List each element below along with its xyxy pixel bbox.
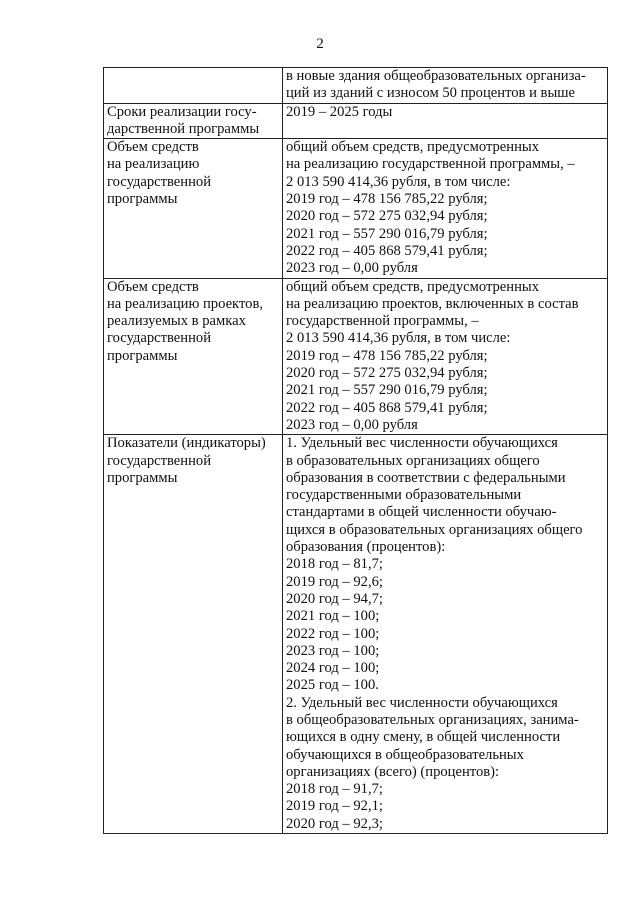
value-line: 2021 год – 557 290 016,79 рубля; [286,225,488,242]
value-line: ций из зданий с износом 50 процентов и выше [286,85,575,102]
table-row [104,139,608,278]
page-number: 2 [316,36,324,52]
row-value-cell [283,139,608,278]
row-label-cell [104,435,283,834]
row-label-cell [104,139,283,278]
label-line: Сроки реализации госу- [107,103,257,120]
label-line: Объем средств [107,278,199,295]
label-line: Объем средств [107,139,199,156]
table-row [104,435,608,834]
value-line: на реализацию проектов, включенных в состав [286,295,579,312]
row-value-cell [283,435,608,834]
value-line: организациях (всего) (процентов): [286,763,500,780]
value-line: 1. Удельный вес численности обучающихся [286,435,558,452]
value-line: 2018 год – 81,7; [286,556,383,573]
row-label-cell [104,68,283,104]
label-line: на реализацию проектов, [107,295,263,312]
value-line: государственными образовательными [286,487,522,504]
label-line: программы [107,347,178,364]
label-line: Показатели (индикаторы) [107,435,266,452]
value-line: 2019 год – 478 156 785,22 рубля; [286,347,488,364]
table-row [104,278,608,435]
value-line: государственной программы, – [286,313,479,330]
value-line: 2022 год – 405 868 579,41 рубля; [286,399,488,416]
row-label-cell [104,103,283,139]
label-line: государственной [107,173,212,190]
passport-table-body [104,68,608,834]
label-line: программы [107,469,178,486]
value-line: 2019 – 2025 годы [286,103,393,120]
value-line: 2020 год – 94,7; [286,590,383,607]
value-line: общий объем средств, предусмотренных [286,139,540,156]
value-line: обучающихся в общеобразовательных [286,746,524,763]
value-line: 2019 год – 92,1; [286,798,383,815]
value-line: 2025 год – 100. [286,677,379,694]
value-line: общий объем средств, предусмотренных [286,278,540,295]
value-line: на реализацию государственной программы, – [286,156,575,173]
value-line: 2021 год – 557 290 016,79 рубля; [286,382,488,399]
value-line: 2 013 590 414,36 рубля, в том числе: [286,173,511,190]
value-line: 2023 год – 100; [286,642,380,659]
value-line: стандартами в общей численности обучаю- [286,504,557,521]
value-line: образования в соответствии с федеральными [286,469,566,486]
value-line: 2020 год – 572 275 032,94 рубля; [286,365,488,382]
value-line: 2023 год – 0,00 рубля [286,416,418,433]
row-label-cell [104,278,283,435]
label-line: государственной [107,330,212,347]
value-line: 2021 год – 100; [286,608,380,625]
label-line: на реализацию [107,156,200,173]
value-line: в общеобразовательных организациях, занима- [286,711,579,728]
value-line: щихся в образовательных организациях общего [286,521,583,538]
value-line: 2 013 590 414,36 рубля, в том числе: [286,330,511,347]
label-line: программы [107,191,178,208]
value-line: образования (процентов): [286,539,446,556]
label-line: реализуемых в рамках [107,313,246,330]
value-line: 2018 год – 91,7; [286,781,383,798]
value-line: в новые здания общеобразовательных организа- [286,68,586,84]
value-line: 2024 год – 100; [286,660,380,677]
value-line: 2023 год – 0,00 рубля [286,260,418,277]
row-value-cell [283,103,608,139]
value-line: 2020 год – 572 275 032,94 рубля; [286,208,488,225]
value-line: 2022 год – 100; [286,625,380,642]
table-row [104,68,608,104]
value-line: 2019 год – 92,6; [286,573,383,590]
row-value-cell [283,278,608,435]
value-line: 2020 год – 92,3; [286,815,383,832]
table-row [104,103,608,139]
value-line: 2022 год – 405 868 579,41 рубля; [286,242,488,259]
value-line: 2. Удельный вес численности обучающихся [286,694,558,711]
value-line: в образовательных организациях общего [286,452,540,469]
label-line: дарственной программы [107,120,260,137]
value-line: 2019 год – 478 156 785,22 рубля; [286,191,488,208]
row-value-cell [283,68,608,104]
label-line: государственной [107,452,212,469]
value-line: ющихся в одну смену, в общей численности [286,729,561,746]
program-passport-table [103,67,608,834]
